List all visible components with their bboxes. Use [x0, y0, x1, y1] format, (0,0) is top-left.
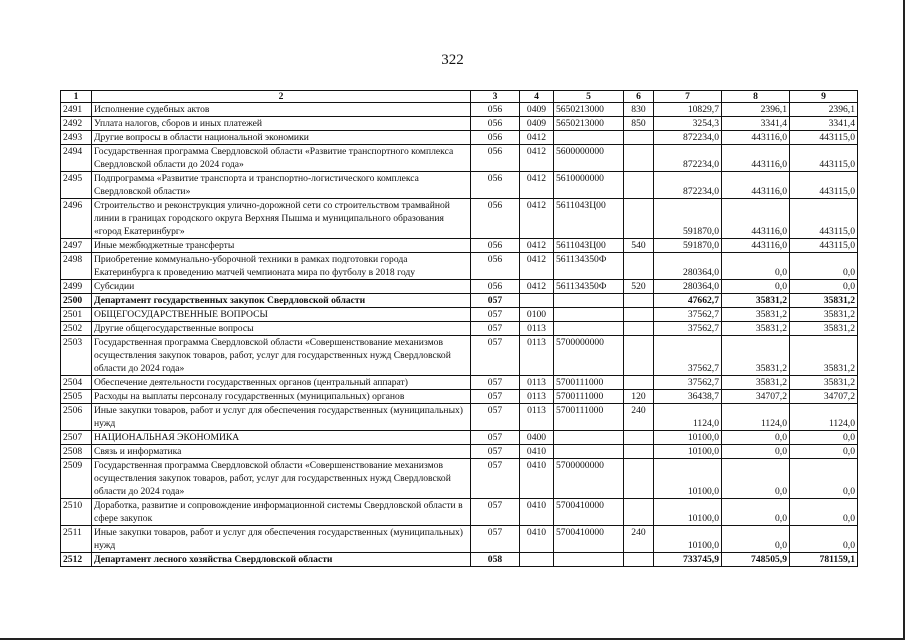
amount-col9-cell: 0,0 — [790, 459, 858, 499]
table-row — [61, 459, 858, 499]
amount-col9-cell: 0,0 — [790, 253, 858, 280]
amount-col7-cell: 591870,0 — [654, 199, 722, 239]
section-code-cell: 0412 — [520, 253, 554, 280]
ministry-code-cell: 057 — [471, 459, 520, 499]
row-number-cell: 2506 — [61, 404, 92, 431]
amount-col8-cell: 1124,0 — [722, 404, 790, 431]
expense-type-cell: 540 — [624, 239, 654, 253]
target-article-cell: 5600000000 — [554, 145, 624, 172]
expense-type-cell — [624, 172, 654, 199]
ministry-code-cell: 056 — [471, 172, 520, 199]
table-row — [61, 103, 858, 117]
ministry-code-cell: 057 — [471, 526, 520, 553]
ministry-code-cell: 056 — [471, 103, 520, 117]
header-cell: 3 — [471, 91, 520, 103]
row-number-cell: 2510 — [61, 499, 92, 526]
amount-col8-cell: 3341,4 — [722, 117, 790, 131]
table-row — [61, 445, 858, 459]
amount-col8-cell: 0,0 — [722, 431, 790, 445]
description-cell: Строительство и реконструкция улично-дорожной сети со строительством трамвайной линии в границах городского округа Верхняя Пышма и муниципального образования «город Екатеринбург» — [92, 199, 471, 239]
target-article-cell — [554, 431, 624, 445]
amount-col7-cell: 591870,0 — [654, 239, 722, 253]
amount-col9-cell: 0,0 — [790, 526, 858, 553]
expense-type-cell — [624, 459, 654, 499]
expense-type-cell — [624, 445, 654, 459]
section-code-cell: 0113 — [520, 376, 554, 390]
table-row — [61, 404, 858, 431]
table-row — [61, 239, 858, 253]
ministry-code-cell: 057 — [471, 499, 520, 526]
target-article-cell — [554, 553, 624, 567]
description-cell: Государственная программа Свердловской области «Развитие транспортного комплекса Свердловской области до 2024 года» — [92, 145, 471, 172]
expense-type-cell: 240 — [624, 526, 654, 553]
table-row — [61, 336, 858, 376]
target-article-cell: 5700111000 — [554, 404, 624, 431]
amount-col9-cell: 35831,2 — [790, 336, 858, 376]
row-number-cell: 2507 — [61, 431, 92, 445]
ministry-code-cell: 057 — [471, 376, 520, 390]
row-number-cell: 2503 — [61, 336, 92, 376]
amount-col7-cell: 10100,0 — [654, 459, 722, 499]
section-code-cell: 0412 — [520, 239, 554, 253]
table-row — [61, 499, 858, 526]
amount-col9-cell: 0,0 — [790, 499, 858, 526]
table-row — [61, 280, 858, 294]
expense-type-cell — [624, 253, 654, 280]
amount-col7-cell: 10100,0 — [654, 526, 722, 553]
amount-col8-cell: 443116,0 — [722, 172, 790, 199]
ministry-code-cell: 057 — [471, 294, 520, 308]
description-cell: Подпрограмма «Развитие транспорта и транспортно-логистического комплекса Свердловской области» — [92, 172, 471, 199]
amount-col9-cell: 35831,2 — [790, 294, 858, 308]
expense-type-cell — [624, 199, 654, 239]
description-cell: Расходы на выплаты персоналу государственных (муниципальных) органов — [92, 390, 471, 404]
section-code-cell — [520, 553, 554, 567]
expense-type-cell: 520 — [624, 280, 654, 294]
header-cell: 1 — [61, 91, 92, 103]
description-cell: Доработка, развитие и сопровождение информационной системы Свердловской области в сфере закупок — [92, 499, 471, 526]
amount-col7-cell: 1124,0 — [654, 404, 722, 431]
target-article-cell: 5650213000 — [554, 117, 624, 131]
row-number-cell: 2505 — [61, 390, 92, 404]
budget-table — [60, 90, 858, 567]
amount-col8-cell: 35831,2 — [722, 376, 790, 390]
amount-col7-cell: 10100,0 — [654, 445, 722, 459]
amount-col8-cell: 0,0 — [722, 253, 790, 280]
expense-type-cell — [624, 376, 654, 390]
table-row — [61, 308, 858, 322]
row-number-cell: 2491 — [61, 103, 92, 117]
target-article-cell: 5610000000 — [554, 172, 624, 199]
amount-col7-cell: 36438,7 — [654, 390, 722, 404]
ministry-code-cell: 056 — [471, 131, 520, 145]
row-number-cell: 2508 — [61, 445, 92, 459]
amount-col7-cell: 872234,0 — [654, 172, 722, 199]
amount-col9-cell: 781159,1 — [790, 553, 858, 567]
amount-col7-cell: 10100,0 — [654, 499, 722, 526]
amount-col9-cell: 1124,0 — [790, 404, 858, 431]
amount-col7-cell: 872234,0 — [654, 131, 722, 145]
section-code-cell: 0100 — [520, 308, 554, 322]
amount-col8-cell: 443116,0 — [722, 145, 790, 172]
amount-col7-cell: 37562,7 — [654, 376, 722, 390]
amount-col7-cell: 37562,7 — [654, 322, 722, 336]
amount-col8-cell: 0,0 — [722, 499, 790, 526]
row-number-cell: 2509 — [61, 459, 92, 499]
description-cell: НАЦИОНАЛЬНАЯ ЭКОНОМИКА — [92, 431, 471, 445]
amount-col9-cell: 35831,2 — [790, 322, 858, 336]
section-code-cell: 0412 — [520, 199, 554, 239]
expense-type-cell: 240 — [624, 404, 654, 431]
section-code-cell: 0113 — [520, 390, 554, 404]
description-cell: Департамент лесного хозяйства Свердловской области — [92, 553, 471, 567]
table-row — [61, 376, 858, 390]
row-number-cell: 2496 — [61, 199, 92, 239]
ministry-code-cell: 057 — [471, 308, 520, 322]
amount-col9-cell: 3341,4 — [790, 117, 858, 131]
row-number-cell: 2492 — [61, 117, 92, 131]
expense-type-cell — [624, 322, 654, 336]
expense-type-cell — [624, 294, 654, 308]
amount-col9-cell: 443115,0 — [790, 131, 858, 145]
amount-col8-cell: 35831,2 — [722, 294, 790, 308]
section-code-cell: 0410 — [520, 459, 554, 499]
amount-col7-cell: 3254,3 — [654, 117, 722, 131]
table-row — [61, 294, 858, 308]
amount-col8-cell: 443116,0 — [722, 199, 790, 239]
description-cell: Государственная программа Свердловской области «Совершенствование механизмов осуществления закупок товаров, работ, услуг для государственных нужд Свердловской области до 2024 года» — [92, 336, 471, 376]
header-cell: 8 — [722, 91, 790, 103]
header-cell: 9 — [790, 91, 858, 103]
ministry-code-cell: 056 — [471, 239, 520, 253]
target-article-cell: 5700410000 — [554, 526, 624, 553]
table-body — [61, 103, 858, 567]
amount-col8-cell: 0,0 — [722, 280, 790, 294]
description-cell: Уплата налогов, сборов и иных платежей — [92, 117, 471, 131]
amount-col9-cell: 443115,0 — [790, 145, 858, 172]
ministry-code-cell: 058 — [471, 553, 520, 567]
amount-col9-cell: 0,0 — [790, 280, 858, 294]
table-row — [61, 131, 858, 145]
target-article-cell: 5650213000 — [554, 103, 624, 117]
amount-col7-cell: 10829,7 — [654, 103, 722, 117]
target-article-cell: 5700111000 — [554, 376, 624, 390]
amount-col7-cell: 37562,7 — [654, 308, 722, 322]
table-row — [61, 253, 858, 280]
row-number-cell: 2497 — [61, 239, 92, 253]
target-article-cell: 5700410000 — [554, 499, 624, 526]
amount-col9-cell: 35831,2 — [790, 308, 858, 322]
amount-col8-cell: 443116,0 — [722, 239, 790, 253]
ministry-code-cell: 057 — [471, 445, 520, 459]
section-code-cell: 0412 — [520, 172, 554, 199]
description-cell: Государственная программа Свердловской области «Совершенствование механизмов осуществления закупок товаров, работ, услуг для государственных нужд Свердловской области до 2024 года» — [92, 459, 471, 499]
header-row — [61, 91, 858, 103]
target-article-cell: 5700000000 — [554, 336, 624, 376]
amount-col9-cell: 443115,0 — [790, 172, 858, 199]
header-cell: 7 — [654, 91, 722, 103]
amount-col8-cell: 35831,2 — [722, 336, 790, 376]
section-code-cell: 0412 — [520, 131, 554, 145]
row-number-cell: 2499 — [61, 280, 92, 294]
amount-col9-cell: 34707,2 — [790, 390, 858, 404]
description-cell: Иные закупки товаров, работ и услуг для обеспечения государственных (муниципальных) нужд — [92, 404, 471, 431]
ministry-code-cell: 057 — [471, 390, 520, 404]
header-cell: 4 — [520, 91, 554, 103]
amount-col8-cell: 0,0 — [722, 526, 790, 553]
amount-col9-cell: 35831,2 — [790, 376, 858, 390]
ministry-code-cell: 057 — [471, 431, 520, 445]
ministry-code-cell: 056 — [471, 280, 520, 294]
table-row — [61, 199, 858, 239]
row-number-cell: 2494 — [61, 145, 92, 172]
amount-col9-cell: 0,0 — [790, 431, 858, 445]
section-code-cell: 0400 — [520, 431, 554, 445]
row-number-cell: 2498 — [61, 253, 92, 280]
section-code-cell — [520, 294, 554, 308]
amount-col7-cell: 872234,0 — [654, 145, 722, 172]
description-cell: Приобретение коммунально-уборочной техники в рамках подготовки города Екатеринбурга к проведению матчей чемпионата мира по футболу в 2018 году — [92, 253, 471, 280]
expense-type-cell — [624, 499, 654, 526]
description-cell: Другие общегосударственные вопросы — [92, 322, 471, 336]
target-article-cell: 561104ЗЦ00 — [554, 239, 624, 253]
row-number-cell: 2495 — [61, 172, 92, 199]
row-number-cell: 2512 — [61, 553, 92, 567]
amount-col8-cell: 443116,0 — [722, 131, 790, 145]
header-cell: 5 — [554, 91, 624, 103]
target-article-cell — [554, 294, 624, 308]
table-row — [61, 322, 858, 336]
amount-col8-cell: 0,0 — [722, 445, 790, 459]
table-row — [61, 172, 858, 199]
target-article-cell — [554, 131, 624, 145]
description-cell: Исполнение судебных актов — [92, 103, 471, 117]
expense-type-cell — [624, 131, 654, 145]
expense-type-cell — [624, 553, 654, 567]
section-code-cell: 0113 — [520, 322, 554, 336]
description-cell: Связь и информатика — [92, 445, 471, 459]
table-row — [61, 431, 858, 445]
expense-type-cell: 830 — [624, 103, 654, 117]
section-code-cell: 0410 — [520, 445, 554, 459]
target-article-cell: 5700000000 — [554, 459, 624, 499]
row-number-cell: 2493 — [61, 131, 92, 145]
amount-col7-cell: 733745,9 — [654, 553, 722, 567]
amount-col8-cell: 34707,2 — [722, 390, 790, 404]
ministry-code-cell: 056 — [471, 117, 520, 131]
ministry-code-cell: 056 — [471, 145, 520, 172]
table-row — [61, 117, 858, 131]
section-code-cell: 0113 — [520, 336, 554, 376]
amount-col7-cell: 37562,7 — [654, 336, 722, 376]
section-code-cell: 0409 — [520, 103, 554, 117]
amount-col7-cell: 280364,0 — [654, 253, 722, 280]
table-row — [61, 553, 858, 567]
description-cell: Обеспечение деятельности государственных органов (центральный аппарат) — [92, 376, 471, 390]
amount-col7-cell: 10100,0 — [654, 431, 722, 445]
table-row — [61, 390, 858, 404]
amount-col8-cell: 35831,2 — [722, 308, 790, 322]
ministry-code-cell: 056 — [471, 253, 520, 280]
section-code-cell: 0410 — [520, 526, 554, 553]
amount-col9-cell: 2396,1 — [790, 103, 858, 117]
ministry-code-cell: 057 — [471, 336, 520, 376]
section-code-cell: 0409 — [520, 117, 554, 131]
target-article-cell — [554, 308, 624, 322]
description-cell: Другие вопросы в области национальной экономики — [92, 131, 471, 145]
description-cell: Департамент государственных закупок Свердловской области — [92, 294, 471, 308]
row-number-cell: 2511 — [61, 526, 92, 553]
amount-col8-cell: 2396,1 — [722, 103, 790, 117]
expense-type-cell — [624, 308, 654, 322]
target-article-cell: 5700111000 — [554, 390, 624, 404]
row-number-cell: 2500 — [61, 294, 92, 308]
table-row — [61, 526, 858, 553]
table-row — [61, 145, 858, 172]
amount-col7-cell: 280364,0 — [654, 280, 722, 294]
target-article-cell — [554, 445, 624, 459]
header-cell: 2 — [92, 91, 471, 103]
ministry-code-cell: 056 — [471, 199, 520, 239]
description-cell: ОБЩЕГОСУДАРСТВЕННЫЕ ВОПРОСЫ — [92, 308, 471, 322]
header-cell: 6 — [624, 91, 654, 103]
target-article-cell: 561134350Ф — [554, 253, 624, 280]
amount-col9-cell: 0,0 — [790, 445, 858, 459]
amount-col9-cell: 443115,0 — [790, 239, 858, 253]
amount-col9-cell: 443115,0 — [790, 199, 858, 239]
row-number-cell: 2502 — [61, 322, 92, 336]
expense-type-cell — [624, 431, 654, 445]
expense-type-cell: 120 — [624, 390, 654, 404]
amount-col8-cell: 35831,2 — [722, 322, 790, 336]
amount-col8-cell: 748505,9 — [722, 553, 790, 567]
target-article-cell: 561134350Ф — [554, 280, 624, 294]
section-code-cell: 0412 — [520, 145, 554, 172]
target-article-cell: 561104ЗЦ00 — [554, 199, 624, 239]
section-code-cell: 0412 — [520, 280, 554, 294]
page-number: 322 — [441, 52, 464, 68]
expense-type-cell — [624, 336, 654, 376]
section-code-cell: 0113 — [520, 404, 554, 431]
amount-col7-cell: 47662,7 — [654, 294, 722, 308]
ministry-code-cell: 057 — [471, 404, 520, 431]
row-number-cell: 2501 — [61, 308, 92, 322]
amount-col8-cell: 0,0 — [722, 459, 790, 499]
expense-type-cell — [624, 145, 654, 172]
description-cell: Иные закупки товаров, работ и услуг для обеспечения государственных (муниципальных) нужд — [92, 526, 471, 553]
description-cell: Иные межбюджетные трансферты — [92, 239, 471, 253]
section-code-cell: 0410 — [520, 499, 554, 526]
target-article-cell — [554, 322, 624, 336]
row-number-cell: 2504 — [61, 376, 92, 390]
expense-type-cell: 850 — [624, 117, 654, 131]
description-cell: Субсидии — [92, 280, 471, 294]
ministry-code-cell: 057 — [471, 322, 520, 336]
